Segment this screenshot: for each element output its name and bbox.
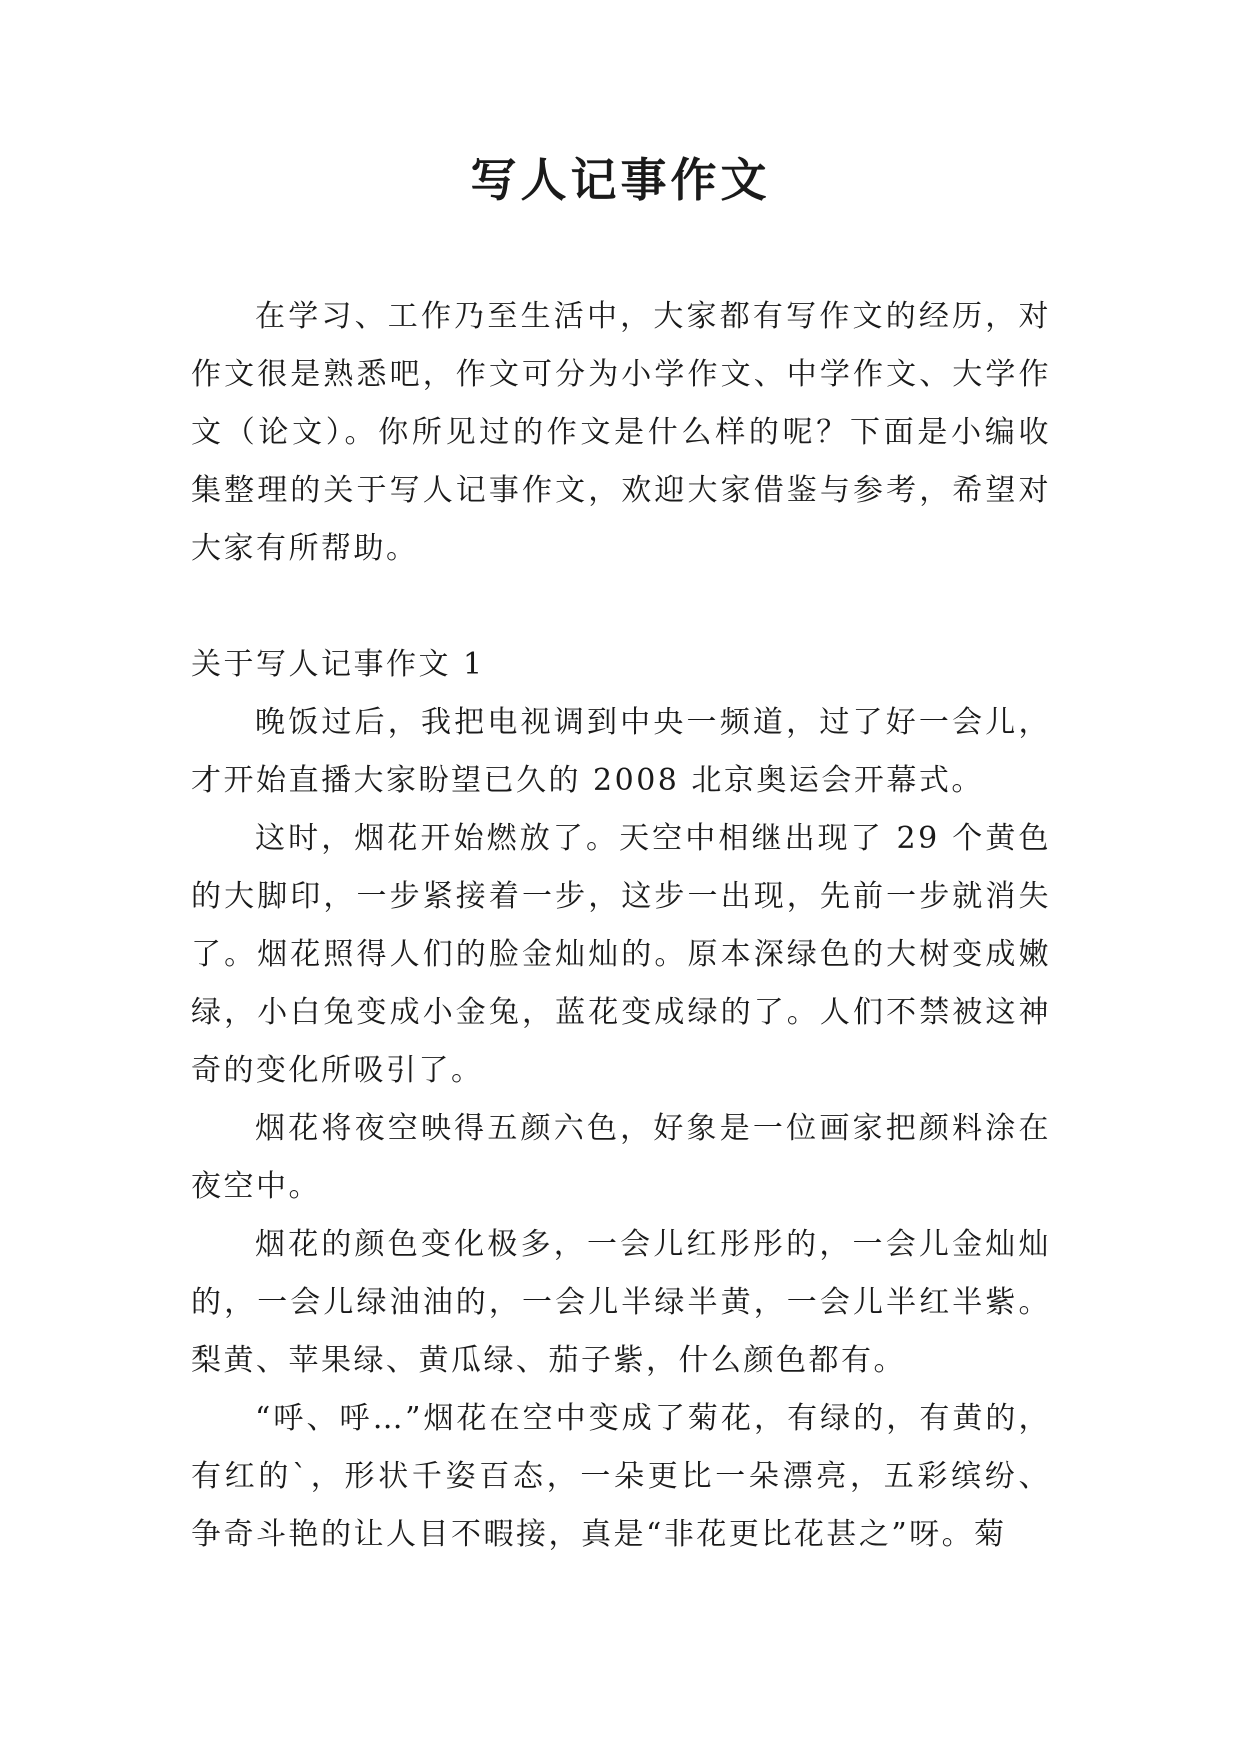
body-paragraph-5: “呼、呼…”烟花在空中变成了菊花，有绿的，有黄的，有红的`，形状千姿百态，一朵更比一朵漂亮，五彩缤纷、争奇斗艳的让人目不暇接，真是“非花更比花甚之”呀。菊 bbox=[191, 1401, 1051, 1552]
body-paragraph-4: 烟花的颜色变化极多，一会儿红彤彤的，一会儿金灿灿的，一会儿绿油油的，一会儿半绿半黄，一会儿半红半紫。梨黄、苹果绿、黄瓜绿、茄子紫，什么颜色都有。 bbox=[191, 1227, 1051, 1378]
paragraph-spacer bbox=[191, 578, 1051, 636]
intro-paragraph: 在学习、工作乃至生活中，大家都有写作文的经历，对作文很是熟悉吧，作文可分为小学作文、中学作文、大学作文（论文）。你所见过的作文是什么样的呢？下面是小编收集整理的关于写人记事作文，欢迎大家借鉴与参考，希望对大家有所帮助。 bbox=[191, 299, 1051, 566]
body-paragraph-1: 晚饭过后，我把电视调到中央一频道，过了好一会儿，才开始直播大家盼望已久的 2008 北京奥运会开幕式。 bbox=[191, 705, 1051, 798]
body-paragraph-3: 烟花将夜空映得五颜六色，好象是一位画家把颜料涂在夜空中。 bbox=[191, 1111, 1051, 1204]
body-paragraph-2: 这时，烟花开始燃放了。天空中相继出现了 29 个黄色的大脚印，一步紧接着一步，这步一出现，先前一步就消失了。烟花照得人们的脸金灿灿的。原本深绿色的大树变成嫩绿，小白兔变成小金兔，蓝花变成绿的了。人们不禁被这神奇的变化所吸引了。 bbox=[191, 821, 1051, 1088]
page-title: 写人记事作文 bbox=[470, 153, 771, 207]
section-heading: 关于写人记事作文 1 bbox=[191, 647, 485, 682]
document-body bbox=[191, 288, 1051, 1564]
